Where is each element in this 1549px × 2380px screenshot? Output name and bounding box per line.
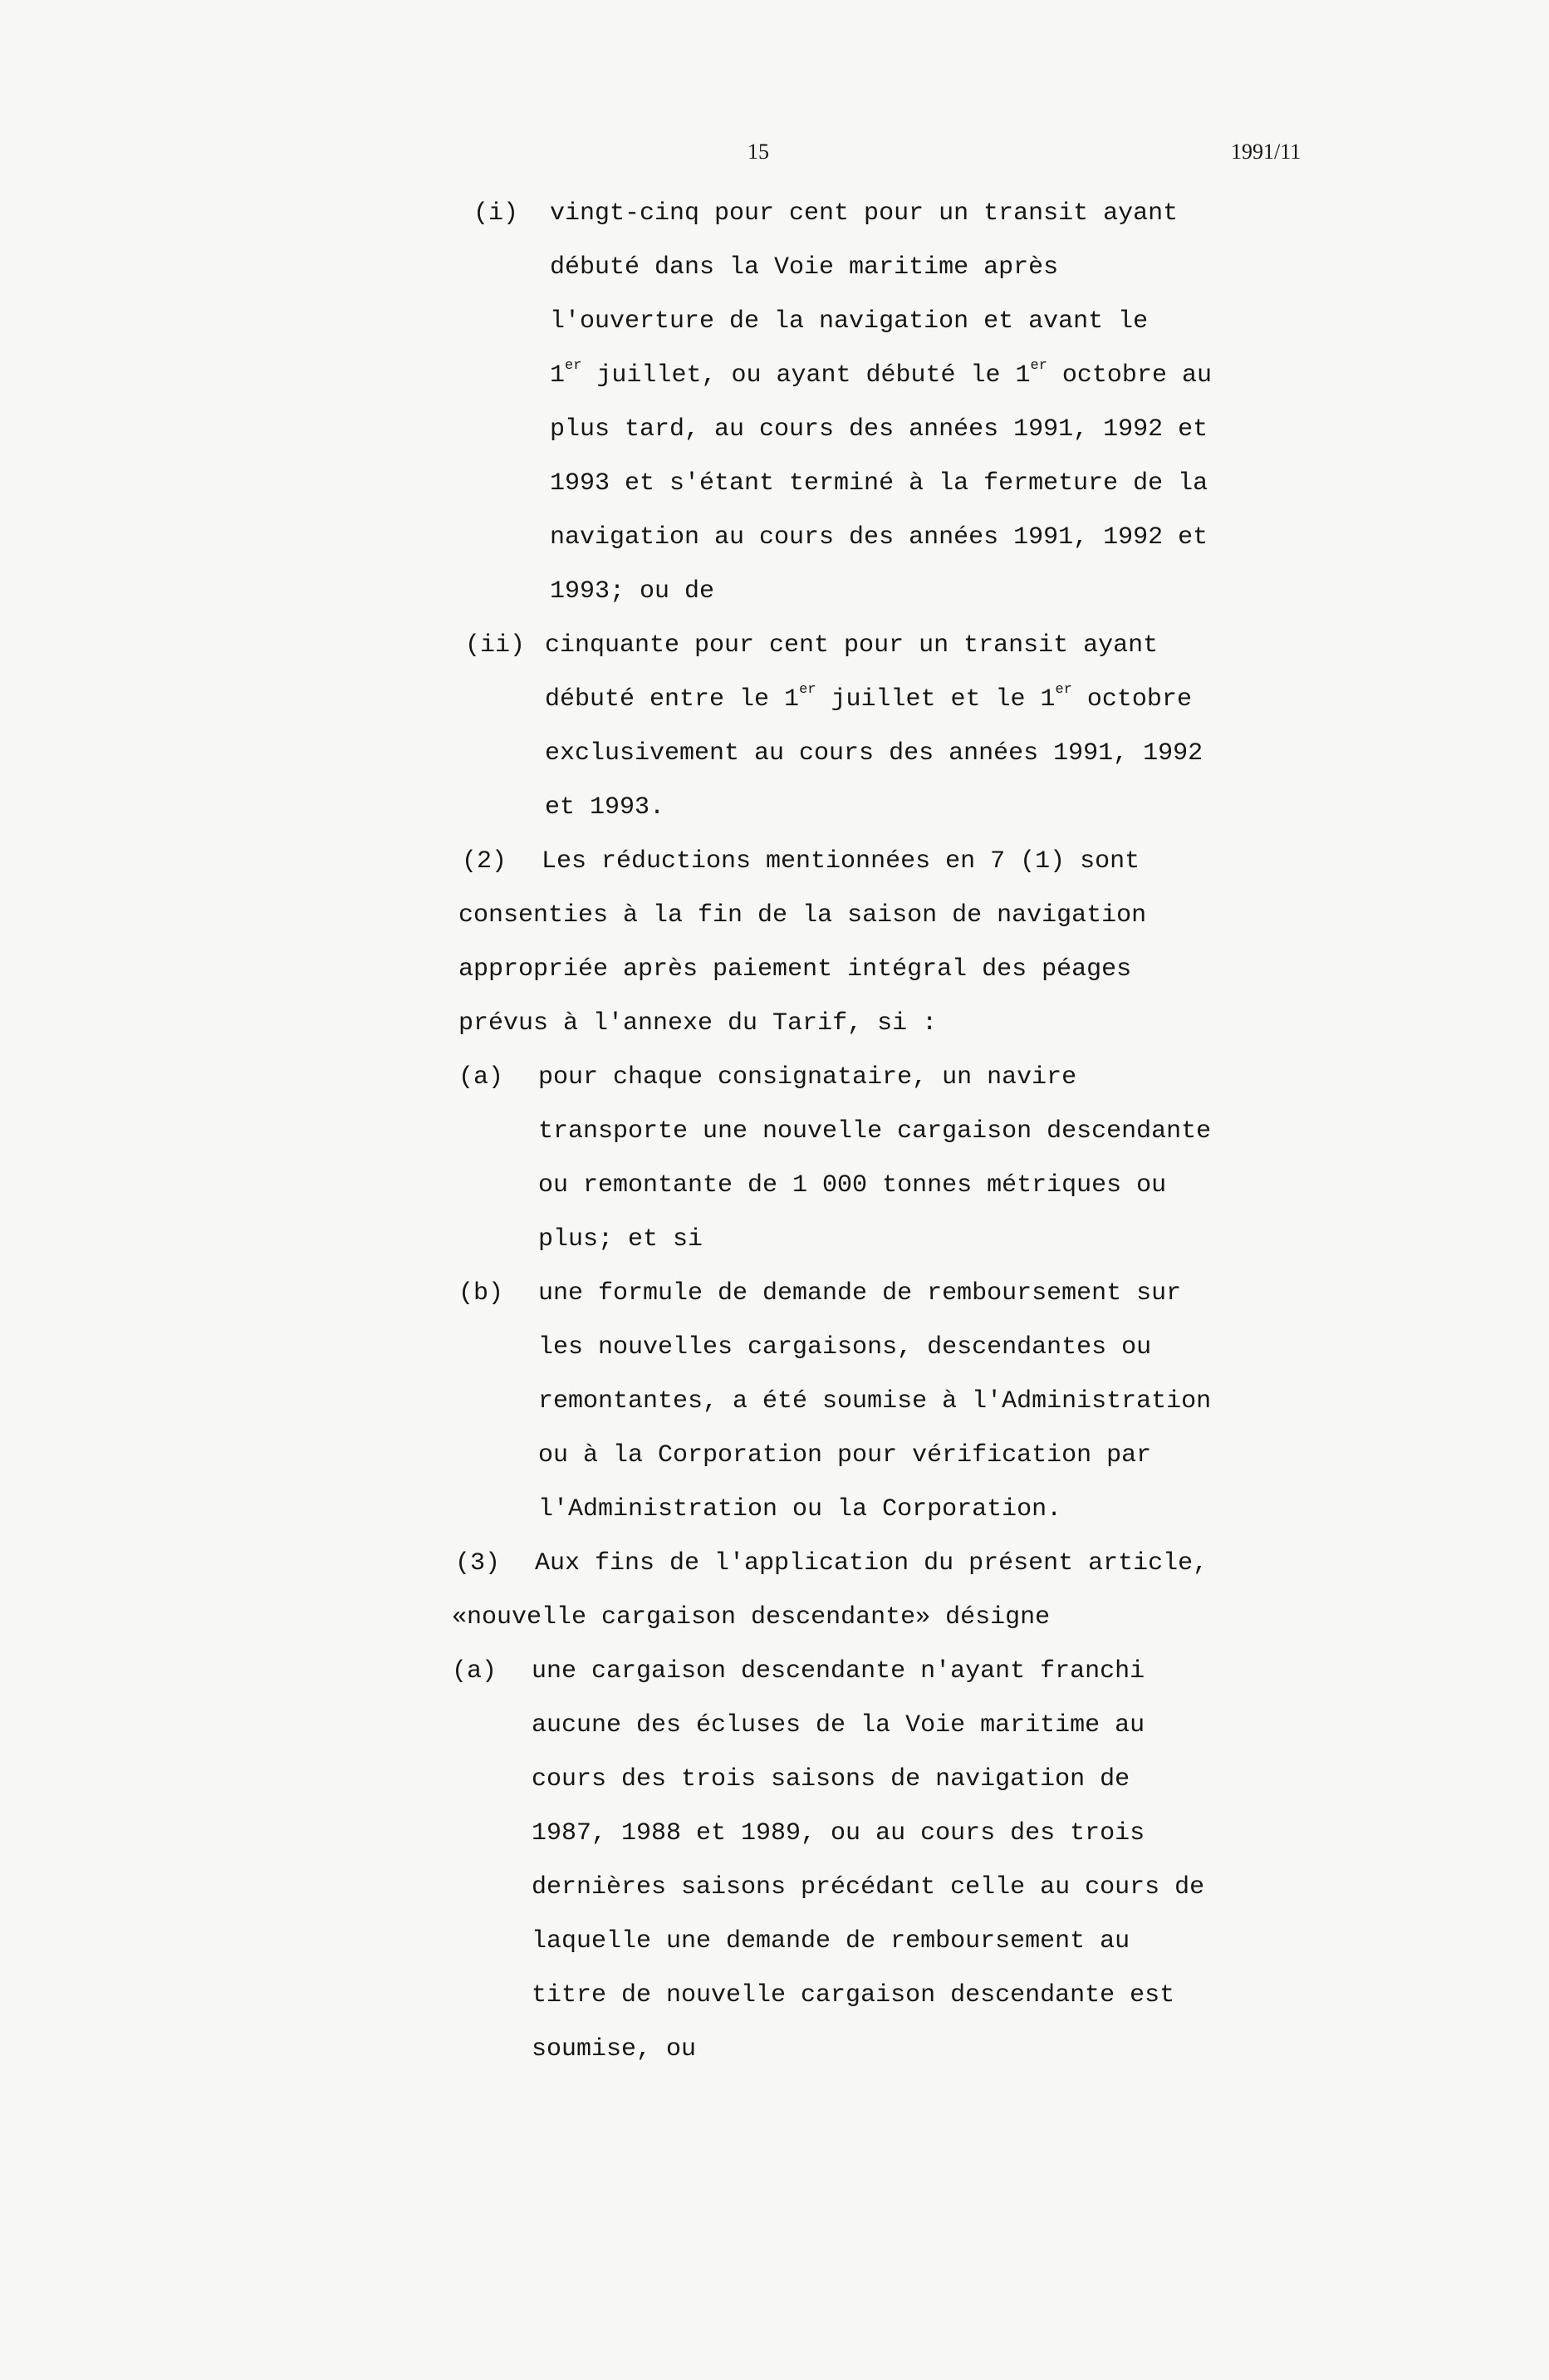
line-text: l'ouverture de la navigation et avant le: [550, 307, 1149, 336]
line-text: vingt-cinq pour cent pour un transit ayant: [550, 199, 1179, 228]
text-line: [0, 199, 1549, 253]
text-line: [0, 523, 1549, 577]
line-text: aucune des écluses de la Voie maritime au: [532, 1711, 1145, 1740]
line-text: débuté entre le 1er juillet et le 1er octobre: [545, 682, 1192, 714]
line-text: ou remontante de 1 000 tonnes métriques ou: [538, 1171, 1167, 1200]
item-label: (a): [458, 1063, 504, 1092]
text-line: [0, 1819, 1549, 1873]
text-line: [0, 955, 1549, 1009]
text-line: [0, 358, 1549, 415]
line-text: plus; et si: [538, 1225, 703, 1254]
line-text: ou à la Corporation pour vérification par: [538, 1441, 1152, 1470]
text-line: [0, 253, 1549, 307]
item-label: (ii): [465, 631, 526, 660]
line-text: exclusivement au cours des années 1991, 1992: [545, 739, 1203, 768]
line-text: débuté dans la Voie maritime après: [550, 253, 1059, 282]
text-line: [0, 682, 1549, 739]
text-line: [0, 901, 1549, 955]
line-text: 1993; ou de: [550, 577, 715, 606]
text-line: [0, 1225, 1549, 1279]
line-text: prévus à l'annexe du Tarif, si :: [458, 1009, 938, 1038]
line-text: les nouvelles cargaisons, descendantes ou: [538, 1333, 1152, 1362]
text-line: [0, 1873, 1549, 1927]
superscript: er: [799, 682, 816, 698]
line-text: transporte une nouvelle cargaison descendante: [538, 1117, 1212, 1146]
text-line: [0, 307, 1549, 361]
page-header: [0, 140, 1549, 173]
text-line: [0, 1441, 1549, 1495]
text-line: [0, 469, 1549, 523]
text-line: [0, 1009, 1549, 1063]
line-text: plus tard, au cours des années 1991, 1992 et: [550, 415, 1208, 444]
line-text: dernières saisons précédant celle au cours de: [532, 1873, 1205, 1902]
body-text: [0, 199, 1549, 2089]
line-text: consenties à la fin de la saison de navigation: [458, 901, 1147, 930]
text-line: [0, 1333, 1549, 1387]
item-label: (b): [458, 1279, 504, 1308]
line-text: 1er juillet, ou ayant débuté le 1er octobre au: [550, 358, 1212, 390]
text-line: [0, 1927, 1549, 1981]
text-line: [0, 1063, 1549, 1117]
text-line: [0, 1495, 1549, 1549]
text-line: [0, 1657, 1549, 1711]
line-text: 1987, 1988 et 1989, ou au cours des trois: [532, 1819, 1145, 1848]
item-label: (2): [462, 847, 507, 876]
text-line: [0, 631, 1549, 685]
item-label: (3): [455, 1549, 501, 1578]
text-line: [0, 1549, 1549, 1603]
superscript: er: [1030, 358, 1047, 374]
line-text: titre de nouvelle cargaison descendante est: [532, 1981, 1175, 2010]
line-text: cinquante pour cent pour un transit ayant: [545, 631, 1159, 660]
text-line: [0, 793, 1549, 847]
line-text: et 1993.: [545, 793, 665, 822]
text-line: [0, 1171, 1549, 1225]
line-text: cours des trois saisons de navigation de: [532, 1765, 1130, 1794]
page-number: 15: [748, 140, 769, 164]
text-line: [0, 1387, 1549, 1441]
line-text: laquelle une demande de remboursement au: [532, 1927, 1130, 1956]
line-text: appropriée après paiement intégral des péages: [458, 955, 1132, 984]
line-text: pour chaque consignataire, un navire: [538, 1063, 1077, 1092]
text-line: [0, 1981, 1549, 2035]
line-text: l'Administration ou la Corporation.: [538, 1495, 1062, 1524]
text-line: [0, 415, 1549, 469]
line-text: navigation au cours des années 1991, 1992 et: [550, 523, 1208, 552]
line-text: Les réductions mentionnées en 7 (1) sont: [542, 847, 1140, 876]
line-text: une cargaison descendante n'ayant franchi: [532, 1657, 1145, 1686]
text-line: [0, 847, 1549, 901]
superscript: er: [1055, 682, 1072, 698]
line-text: remontantes, a été soumise à l'Administration: [538, 1387, 1212, 1416]
text-line: [0, 1765, 1549, 1819]
item-label: (i): [473, 199, 519, 228]
line-text: soumise, ou: [532, 2035, 697, 2063]
text-line: [0, 1603, 1549, 1657]
text-line: [0, 577, 1549, 631]
text-line: [0, 2035, 1549, 2089]
document-reference: 1991/11: [1231, 140, 1301, 164]
line-text: «nouvelle cargaison descendante» désigne: [452, 1603, 1051, 1632]
text-line: [0, 739, 1549, 793]
item-label: (a): [452, 1657, 498, 1686]
text-line: [0, 1117, 1549, 1171]
line-text: Aux fins de l'application du présent article,: [535, 1549, 1208, 1578]
text-line: [0, 1711, 1549, 1765]
text-line: [0, 1279, 1549, 1333]
superscript: er: [565, 358, 582, 374]
line-text: une formule de demande de remboursement sur: [538, 1279, 1182, 1308]
line-text: 1993 et s'étant terminé à la fermeture de la: [550, 469, 1208, 498]
